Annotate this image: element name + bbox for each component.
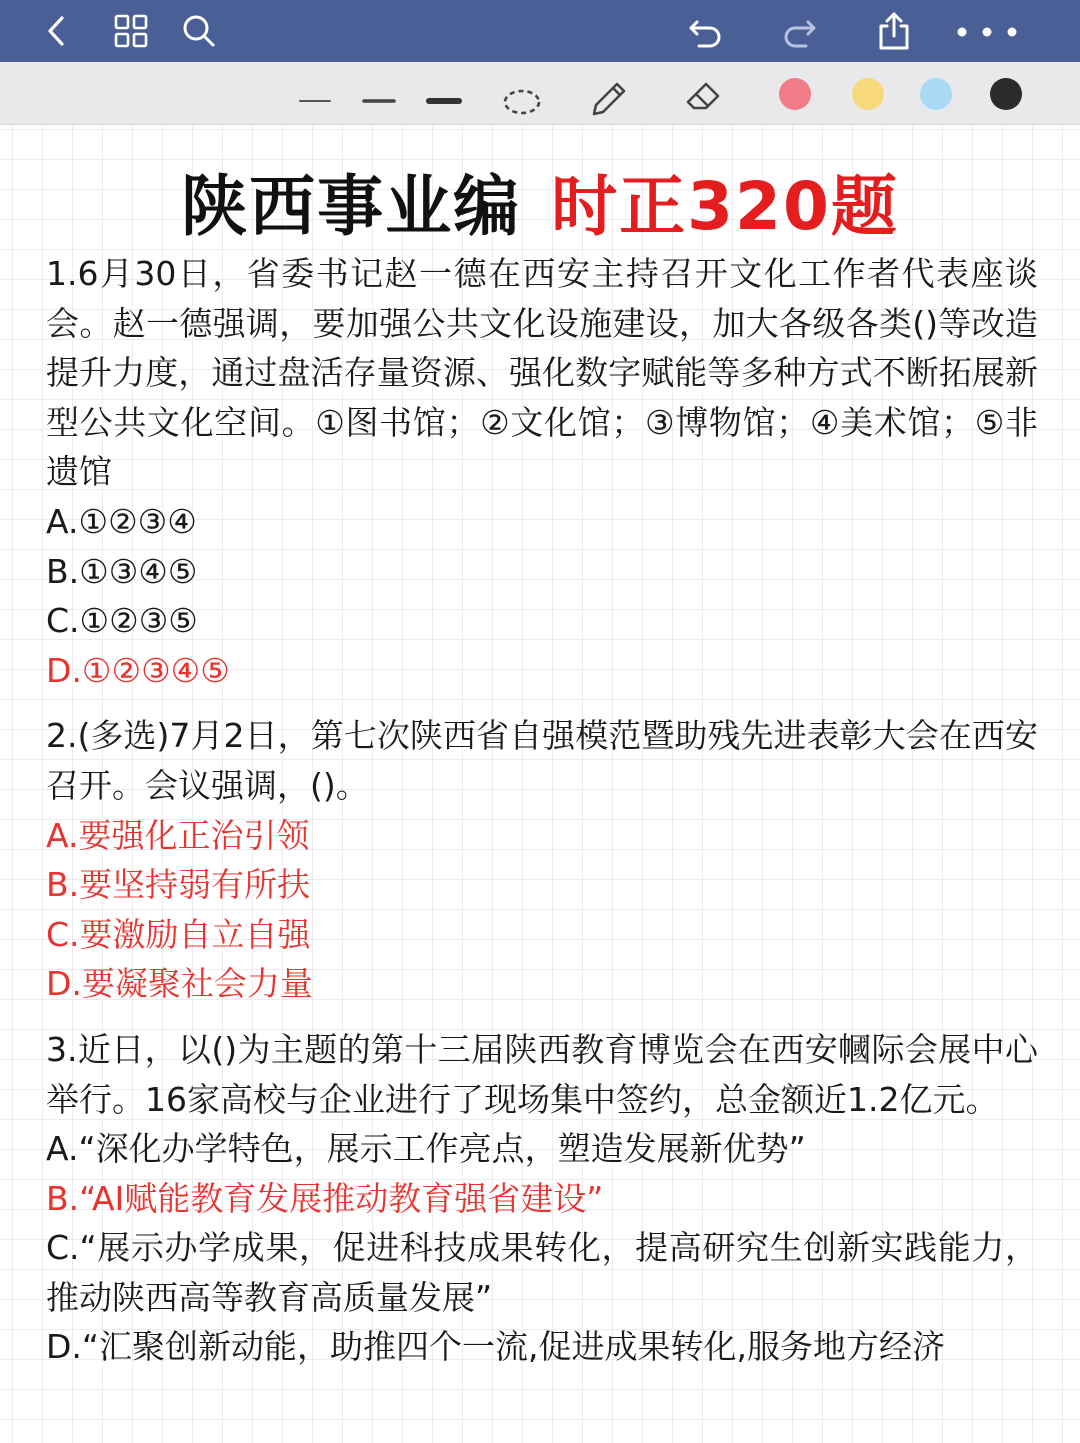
pen-thick-icon[interactable] [421, 70, 467, 116]
option: C.“展示办学成果，促进科技成果转化，提高研究生创新实践能力，推动陕西高等教育高质量发展” [46, 1228, 1038, 1317]
redo-icon[interactable] [776, 8, 822, 54]
option: A.“深化办学特色，展示工作亮点，塑造发展新优势” [46, 1129, 806, 1169]
top-navigation-bar [0, 0, 1080, 62]
pen-medium-icon[interactable] [356, 70, 402, 116]
question-text: 1.6月30日，省委书记赵一德在西安主持召开文化工作者代表座谈会。赵一德强调，要加强公共文化设施建设，加大各级各类()等改造提升力度，通过盘活存量资源、强化数字赋能等多种方式不断拓展新型公共文化空间。①图书馆；②文化馆；③博物馆；④美术馆；⑤非遗馆 [46, 254, 1038, 492]
note-page[interactable] [0, 125, 1080, 1443]
option: A.①②③④ [46, 501, 197, 541]
correct-option: C.要激励自立自强 [46, 914, 311, 954]
correct-option: B.“AI赋能教育发展推动教育强省建设” [46, 1178, 604, 1218]
search-icon[interactable] [176, 8, 222, 54]
page-title [0, 153, 1080, 248]
pencil-icon[interactable] [584, 70, 630, 116]
pen-thin-icon[interactable] [292, 70, 338, 116]
title-highlight: 时正320题 [551, 168, 899, 245]
correct-option: B.要坚持弱有所扶 [46, 865, 311, 905]
color-swatch-light-blue[interactable] [920, 78, 952, 110]
question-text: 2.(多选)7月2日，第七次陕西省自强模范暨助残先进表彰大会在西安召开。会议强调，()。 [46, 716, 1038, 805]
undo-icon[interactable] [683, 8, 729, 54]
more-icon[interactable] [952, 8, 1022, 54]
grid-icon[interactable] [108, 8, 154, 54]
option: B.①③④⑤ [46, 551, 198, 591]
drawing-toolbar [0, 62, 1080, 125]
option: D.“汇聚创新动能，助推四个一流,促进成果转化,服务地方经济 [46, 1327, 945, 1367]
back-icon[interactable] [34, 8, 80, 54]
correct-option: A.要强化正治引领 [46, 815, 310, 855]
lasso-icon[interactable] [499, 70, 545, 116]
share-icon[interactable] [871, 8, 917, 54]
color-swatch-pink[interactable] [779, 78, 811, 110]
eraser-icon[interactable] [680, 70, 726, 116]
correct-option: D.①②③④⑤ [46, 650, 230, 690]
color-swatch-yellow[interactable] [852, 78, 884, 110]
correct-option: D.要凝聚社会力量 [46, 964, 313, 1004]
option: C.①②③⑤ [46, 601, 198, 641]
question-list [46, 249, 1038, 1372]
color-swatch-black[interactable] [990, 78, 1022, 110]
title-main: 陕西事业编 [181, 168, 522, 245]
question-text: 3.近日，以()为主题的第十三届陕西教育博览会在西安幗际会展中心举行。16家高校与企业进行了现场集中签约，总金额近1.2亿元。 [46, 1029, 1038, 1119]
